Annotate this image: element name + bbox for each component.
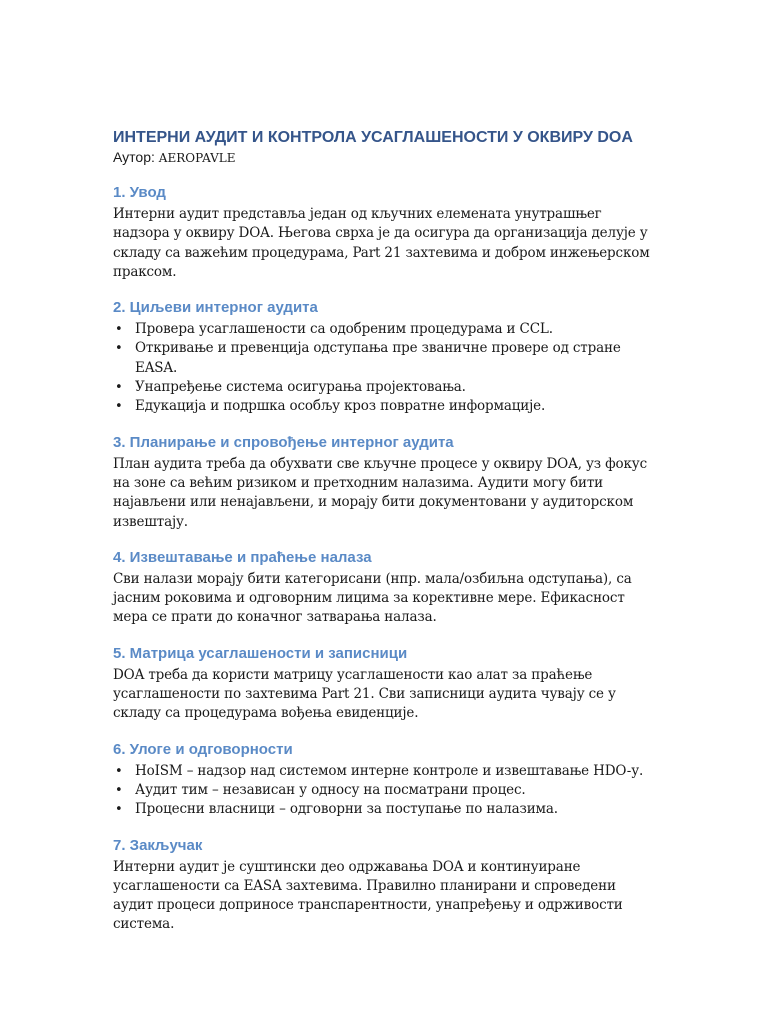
bullet-icon: • (115, 322, 123, 338)
list-item-text: Унапређење система осигурања пројектовања. (135, 379, 466, 396)
bullet-icon: • (115, 380, 123, 396)
section-audit-planning (113, 433, 658, 532)
list-item-text: HoISM – надзор над системом интерне контроле и извештавање HDO-у. (135, 762, 644, 779)
list-item-text: Едукација и подршка особљу кроз повратне информације. (135, 398, 546, 415)
list-item (113, 397, 658, 416)
list-item (113, 781, 658, 800)
author-line (113, 148, 658, 168)
section-introduction (113, 183, 658, 282)
bullet-icon: • (115, 399, 123, 415)
section-heading: 2. Циљеви интерног аудита (113, 299, 318, 317)
list-item-text: Откривање и превенција одступања пре званичне провере од стране EASA. (135, 340, 621, 376)
section-paragraph: DOA треба да користи матрицу усаглашености као алат за праћење усаглашености по захтевима Part 21. Сви записници аудита чувају се у складу са процедурама вођења евиденције. (113, 666, 616, 722)
list-item (113, 378, 658, 397)
section-compliance-matrix (113, 644, 658, 724)
list-item (113, 762, 658, 781)
section-paragraph: Интерни аудит представља један од кључних елемената унутрашњег надзора у оквиру DOA. Његова сврха је да осигура да организација делује у складу са важећим процедурама, Part 21 захтевима и добром инжењерском праксом. (113, 206, 650, 280)
list-item-text: Провера усаглашености са одобреним процедурама и CCL. (135, 321, 553, 338)
section-paragraph: План аудита треба да обухвати све кључне процесе у оквиру DOA, уз фокус на зоне са већим ризиком и претходним налазима. Аудити могу бити најављени или ненајављени, и морају бити документовани у аудиторском извештају. (113, 455, 648, 530)
section-paragraph: Интерни аудит је суштински део одржавања DOA и континуиране усаглашености са EASA захтевима. Правилно планирани и спроведени аудит процеси доприносе транспарентности, унапређењу и одрживости система. (113, 858, 623, 933)
document-page (113, 118, 658, 935)
section-reporting (113, 548, 658, 628)
section-heading: 6. Улоге и одговорности (113, 740, 293, 758)
document-title: ИНТЕРНИ АУДИТ И КОНТРОЛА УСАГЛАШЕНОСТИ У ОКВИРУ DOA (113, 129, 633, 146)
section-heading: 7. Закључак (113, 836, 203, 854)
list-item (113, 800, 658, 819)
list-item (113, 339, 658, 378)
section-heading: 4. Извештавање и праћење налаза (113, 548, 372, 566)
section-heading: 3. Планирање и спровођење интерног аудита (113, 433, 454, 451)
section-heading: 5. Матрица усаглашености и записници (113, 644, 408, 662)
bullet-icon: • (115, 763, 123, 779)
section-conclusion (113, 836, 658, 935)
section-paragraph: Сви налази морају бити категорисани (нпр. мала/озбиљна одступања), са јасним роковима и одговорним лицима за корективне мере. Ефикасност мера се прати до коначног затварања налаза. (113, 570, 632, 626)
list-item-text: Процесни власници – одговорни за поступање по налазима. (135, 801, 558, 818)
list-item-text: Аудит тим – независан у односу на посматрани процес. (135, 781, 526, 798)
section-roles (113, 740, 658, 820)
bullet-list (113, 762, 658, 820)
bullet-icon: • (115, 802, 123, 818)
bullet-icon: • (115, 782, 123, 798)
section-audit-goals (113, 298, 658, 416)
section-heading: 1. Увод (113, 184, 166, 201)
bullet-icon: • (115, 341, 123, 357)
author-name: AEROPAVLE (158, 151, 236, 165)
author-label: Аутор: (113, 149, 159, 165)
bullet-list (113, 320, 658, 416)
list-item (113, 320, 658, 339)
